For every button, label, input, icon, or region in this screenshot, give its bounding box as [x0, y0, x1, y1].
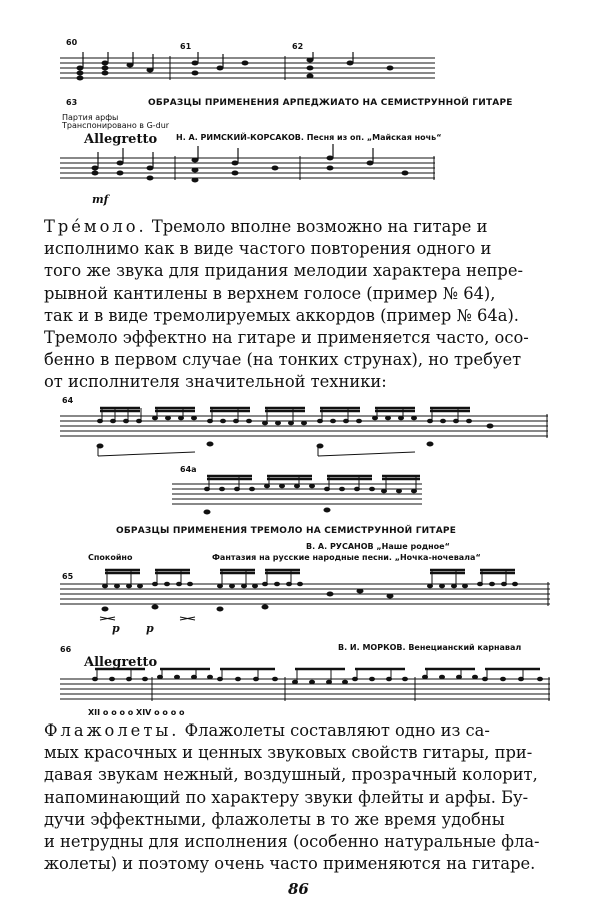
- paragraph-line: Флажолеты составляют одно из са-: [179, 721, 490, 740]
- section-lead-tremolo: Тре́моло.: [44, 217, 147, 236]
- measure-number: 62: [292, 42, 304, 51]
- dynamic-marking: p: [112, 622, 120, 635]
- paragraph-line: и нетрудны для исполнения (особенно натуральные фла-: [44, 832, 540, 852]
- tempo-marking: Allegretto: [84, 132, 158, 147]
- piece-subtitle: Фантазия на русские народные песни. „Ночка-ночевала“: [212, 553, 481, 562]
- example-title: ОБРАЗЦЫ ПРИМЕНЕНИЯ ТРЕМОЛО НА СЕМИСТРУННОЙ ГИТАРЕ: [116, 526, 457, 536]
- paragraph-line: Тремоло эффектно на гитаре и применяется часто, осо-: [44, 328, 529, 348]
- staff-example-65: [60, 562, 550, 624]
- dynamic-marking: mf: [92, 193, 109, 206]
- composer-credit: В. А. РУСАНОВ „Наше родное“: [306, 542, 450, 551]
- harmonics-paragraph: [44, 720, 562, 875]
- paragraph-line: дучи эффектными, флажолеты в то же время удобны: [44, 809, 505, 829]
- measure-number: 60: [66, 38, 78, 47]
- instrument-note: Партия арфы: [62, 113, 119, 122]
- paragraph-line: того же звука для придания мелодии характера непре-: [44, 261, 523, 281]
- paragraph-line: Тремоло вполне возможно на гитаре и: [146, 217, 488, 236]
- composer-credit: Н. А. РИМСКИЙ-КОРСАКОВ. Песня из оп. „Майская ночь“: [176, 133, 442, 142]
- tempo-marking: Спокойно: [88, 553, 133, 562]
- example-number: 66: [60, 645, 72, 654]
- harmonic-fingering: XII о о о о XIV о о о о: [88, 708, 185, 717]
- example-number: 63: [66, 98, 78, 107]
- paragraph-line: бенно в первом случае (на тонких струнах), но требует: [44, 350, 522, 370]
- section-lead-harmonics: Флажолеты.: [44, 721, 180, 740]
- staff-example-62: [60, 52, 435, 92]
- staff-example-66: [60, 663, 550, 711]
- measure-number: 61: [180, 42, 192, 51]
- paragraph-line: напоминающий по характеру звуки флейты и арфы. Бу-: [44, 787, 529, 807]
- page-number: 86: [288, 880, 309, 898]
- paragraph-line: жолеты) и поэтому очень часто применяются на гитаре.: [44, 854, 536, 874]
- tremolo-paragraph: [44, 216, 562, 394]
- paragraph-line: так и в виде тремолируемых аккордов (пример № 64а).: [44, 305, 519, 325]
- transposition-note: Транспонировано в G-dur: [62, 121, 170, 130]
- paragraph-line: от исполнителя значительной техники:: [44, 372, 387, 392]
- staff-example-63: [60, 144, 435, 200]
- paragraph-line: мых красочных и ценных звуковых свойств гитары, при-: [44, 743, 533, 763]
- dynamic-marking: p: [146, 622, 154, 635]
- staff-example-64: [60, 400, 548, 458]
- example-number: 64а: [180, 465, 197, 474]
- staff-example-64a: [172, 470, 422, 518]
- composer-credit: В. И. МОРКОВ. Венецианский карнавал: [338, 643, 522, 652]
- paragraph-line: рывной кантилены в верхнем голосе (пример № 64),: [44, 283, 496, 303]
- tempo-marking: Allegretto: [84, 655, 158, 670]
- paragraph-line: давая звукам нежный, воздушный, прозрачный колорит,: [44, 765, 538, 785]
- example-number: 64: [62, 396, 74, 405]
- example-title: ОБРАЗЦЫ ПРИМЕНЕНИЯ АРПЕДЖИАТО НА СЕМИСТРУННОЙ ГИТАРЕ: [148, 98, 513, 108]
- paragraph-line: исполнимо как в виде частого повторения одного и: [44, 239, 492, 259]
- example-number: 65: [62, 572, 74, 581]
